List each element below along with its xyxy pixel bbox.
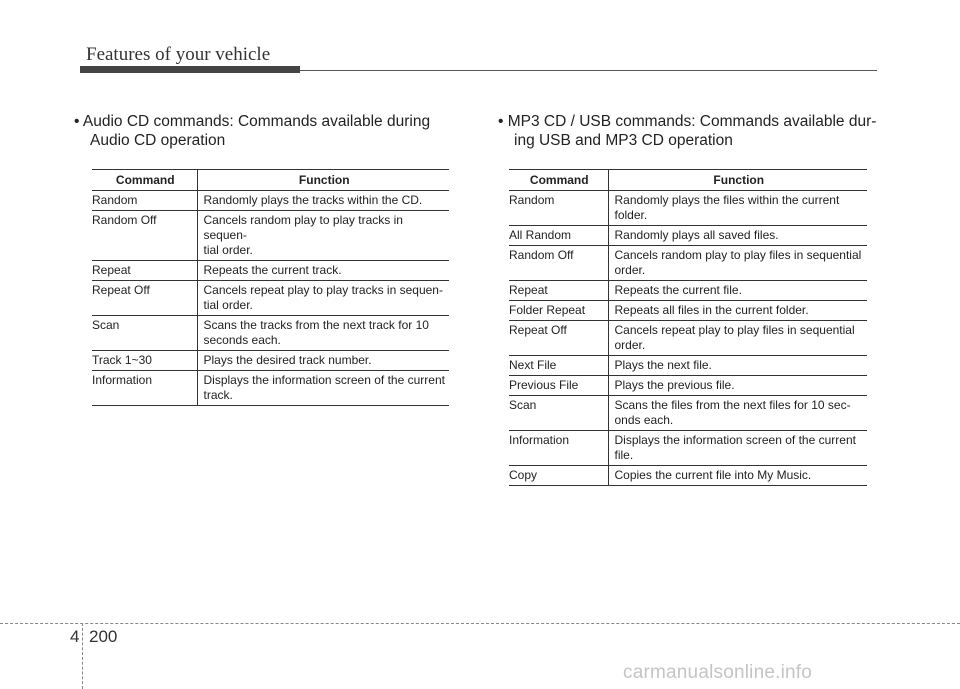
command-cell: Track 1~30 — [92, 351, 197, 371]
function-cell — [197, 281, 449, 316]
table-row — [509, 191, 867, 226]
function-text-line: Randomly plays the tracks within the CD. — [203, 193, 423, 207]
table-row — [92, 351, 449, 371]
function-text-line: Scans the files from the next files for 10 sec- — [614, 398, 851, 412]
function-cell — [197, 211, 449, 261]
function-text-line: Plays the previous file. — [614, 378, 735, 392]
column-header-function: Function — [608, 170, 867, 191]
column-header-command: Command — [509, 170, 608, 191]
function-cell — [608, 281, 867, 301]
function-text-line: Cancels random play to play tracks in sequen- — [203, 213, 403, 242]
mp3-usb-intro-line1: • MP3 CD / USB commands: Commands available dur- — [498, 113, 877, 130]
command-cell: Repeat — [92, 261, 197, 281]
function-cell — [608, 376, 867, 396]
function-text-line: Repeats the current file. — [614, 283, 742, 297]
audio-cd-intro-line1: • Audio CD commands: Commands available during — [74, 113, 431, 130]
command-cell: Repeat — [509, 281, 608, 301]
header-bar — [80, 66, 300, 73]
command-cell: Folder Repeat — [509, 301, 608, 321]
command-cell: Random Off — [92, 211, 197, 261]
function-text-line: Scans the tracks from the next track for 10 — [203, 318, 429, 332]
function-text-line: Randomly plays all saved files. — [614, 228, 779, 242]
table-row — [509, 431, 867, 466]
function-text-line: Plays the desired track number. — [203, 353, 372, 367]
mp3-usb-intro-line2: ing USB and MP3 CD operation — [514, 132, 733, 149]
section-title: Features of your vehicle — [86, 44, 271, 65]
table-row — [509, 301, 867, 321]
command-cell: Information — [509, 431, 608, 466]
function-text-line: Repeats the current track. — [203, 263, 342, 277]
function-cell — [608, 301, 867, 321]
function-text-line: Randomly plays the files within the current — [614, 193, 840, 207]
command-cell: Copy — [509, 466, 608, 486]
command-cell: Repeat Off — [509, 321, 608, 356]
column-header-function: Function — [197, 170, 449, 191]
command-cell: Scan — [509, 396, 608, 431]
function-cell — [608, 191, 867, 226]
function-text-line: Displays the information screen of the current — [203, 373, 445, 387]
mp3-usb-command-table — [509, 169, 867, 486]
table-row — [509, 246, 867, 281]
function-cell — [197, 351, 449, 371]
table-row — [509, 226, 867, 246]
function-text-line: Copies the current file into My Music. — [614, 468, 812, 482]
mp3-usb-intro — [498, 112, 888, 150]
footer-divider — [82, 623, 83, 689]
table-row — [509, 321, 867, 356]
function-cell — [197, 316, 449, 351]
command-cell: Random — [92, 191, 197, 211]
table-row — [92, 316, 449, 351]
command-cell: All Random — [509, 226, 608, 246]
function-text-line: order. — [614, 338, 646, 352]
table-row — [92, 261, 449, 281]
table-header-row — [92, 170, 449, 191]
function-text-line: Cancels repeat play to play tracks in sequen- — [203, 283, 443, 297]
command-cell: Scan — [92, 316, 197, 351]
function-text-line: Displays the information screen of the current — [614, 433, 856, 447]
command-cell: Previous File — [509, 376, 608, 396]
audio-cd-intro-line2: Audio CD operation — [90, 132, 226, 149]
table-header-row — [509, 170, 867, 191]
command-cell: Repeat Off — [92, 281, 197, 316]
audio-cd-intro — [74, 112, 464, 150]
function-cell — [608, 321, 867, 356]
footer-rule — [0, 623, 960, 624]
function-text-line: onds each. — [614, 413, 674, 427]
function-text-line: Plays the next file. — [614, 358, 712, 372]
function-cell — [608, 396, 867, 431]
table-row — [509, 376, 867, 396]
watermark: carmanualsonline.info — [623, 662, 813, 683]
table-row — [509, 466, 867, 486]
chapter-number: 4 — [70, 627, 80, 646]
function-cell — [197, 261, 449, 281]
function-cell — [197, 371, 449, 406]
function-cell — [608, 466, 867, 486]
table-row — [509, 281, 867, 301]
function-text-line: file. — [614, 448, 634, 462]
function-text-line: folder. — [614, 208, 648, 222]
function-cell — [608, 246, 867, 281]
table-row — [92, 211, 449, 261]
page-number: 200 — [89, 627, 118, 646]
function-text-line: Cancels repeat play to play files in sequential — [614, 323, 855, 337]
function-cell — [197, 191, 449, 211]
table-row — [92, 191, 449, 211]
command-cell: Information — [92, 371, 197, 406]
function-text-line: tial order. — [203, 298, 253, 312]
function-text-line: track. — [203, 388, 233, 402]
function-cell — [608, 356, 867, 376]
table-row — [92, 281, 449, 316]
function-text-line: seconds each. — [203, 333, 281, 347]
command-cell: Random — [509, 191, 608, 226]
function-text-line: Cancels random play to play files in sequential — [614, 248, 862, 262]
table-row — [509, 396, 867, 431]
column-header-command: Command — [92, 170, 197, 191]
table-row — [92, 371, 449, 406]
function-cell — [608, 226, 867, 246]
header-rule — [300, 70, 877, 71]
command-cell: Random Off — [509, 246, 608, 281]
function-text-line: Repeats all files in the current folder. — [614, 303, 809, 317]
audio-cd-command-table — [92, 169, 449, 406]
function-cell — [608, 431, 867, 466]
table-row — [509, 356, 867, 376]
function-text-line: order. — [614, 263, 646, 277]
command-cell: Next File — [509, 356, 608, 376]
function-text-line: tial order. — [203, 243, 253, 257]
